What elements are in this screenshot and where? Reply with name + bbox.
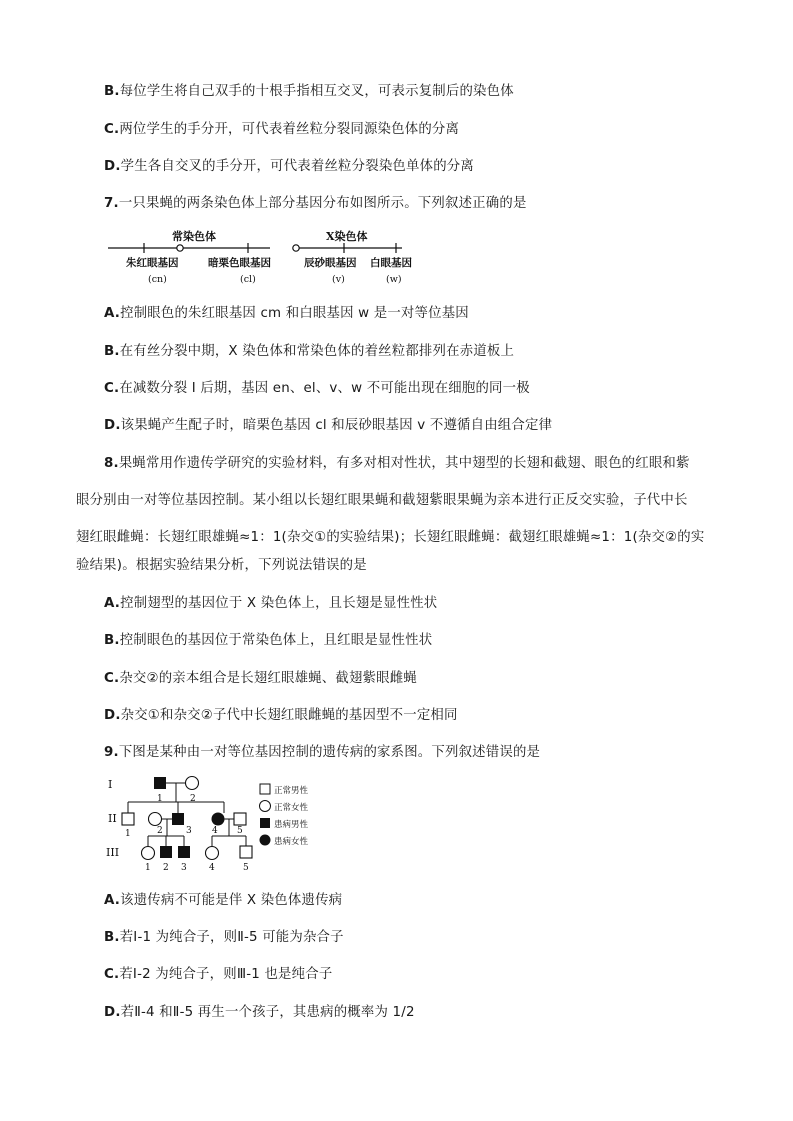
svg-text:2: 2 xyxy=(157,826,163,836)
legend-normal-female-icon xyxy=(260,801,271,812)
gene-w-name: 白眼基因 xyxy=(370,257,412,269)
question-9-stem: 9.下图是某种由一对等位基因控制的遗传病的家系图。下列叙述错误的是 xyxy=(104,745,541,760)
generation-label-I: I xyxy=(108,778,113,791)
gen1-1-affected-male xyxy=(154,777,166,789)
gene-v-symbol: (v) xyxy=(332,274,345,285)
option-7d: D.该果蝇产生配子时，暗栗色基因 cl 和辰砂眼基因 v 不遵循自由组合定律 xyxy=(104,418,553,433)
legend-affected-female-icon xyxy=(260,835,271,846)
svg-text:1: 1 xyxy=(145,863,151,873)
svg-text:4: 4 xyxy=(212,826,218,836)
svg-text:5: 5 xyxy=(237,826,243,836)
x-chromosome-title: X染色体 xyxy=(326,230,368,243)
option-8a: A.控制翅型的基因位于 X 染色体上，且长翅是显性性状 xyxy=(104,596,438,611)
question-8-stem-line-1: 8.果蝇常用作遗传学研究的实验材料，有多对相对性状，其中翅型的长翅和截翅、眼色的红眼和紫 xyxy=(104,456,690,471)
svg-text:5: 5 xyxy=(243,863,249,873)
gen3-2-affected-male xyxy=(160,846,172,858)
option-6b: B.每位学生将自己双手的十根手指相互交叉，可表示复制后的染色体 xyxy=(104,84,514,99)
option-7a: A.控制眼色的朱红眼基因 cm 和白眼基因 w 是一对等位基因 xyxy=(104,306,469,321)
legend-normal-male-icon xyxy=(260,784,270,794)
gene-v-name: 辰砂眼基因 xyxy=(304,257,357,269)
legend-normal-male: 正常男性 xyxy=(274,786,309,796)
option-6d: D.学生各自交叉的手分开，可代表着丝粒分裂染色单体的分离 xyxy=(104,159,474,174)
chromosome-gene-figure xyxy=(100,226,430,288)
gene-cl-name: 暗栗色眼基因 xyxy=(208,257,271,269)
svg-text:3: 3 xyxy=(186,826,192,836)
gen3-5-normal-male xyxy=(240,846,252,858)
gen1-2-normal-female xyxy=(186,777,199,790)
autosome-centromere xyxy=(177,245,183,251)
question-8-stem-line-2: 眼分别由一对等位基因控制。某小组以长翅红眼果蝇和截翅紫眼果蝇为亲本进行正反交实验，子代中长 xyxy=(76,493,688,508)
question-8-stem-line-4: 验结果)。根据实验结果分析，下列说法错误的是 xyxy=(76,558,367,573)
legend-affected-male-icon xyxy=(260,818,270,828)
gen3-4-normal-female xyxy=(206,847,219,860)
gen2-1-normal-male xyxy=(122,813,134,825)
gene-cn-symbol: (cn) xyxy=(148,274,167,285)
question-7-stem: 7.一只果蝇的两条染色体上部分基因分布如图所示。下列叙述正确的是 xyxy=(104,196,527,211)
option-7b: B.在有丝分裂中期，X 染色体和常染色体的着丝粒都排列在赤道板上 xyxy=(104,344,515,359)
option-6c: C.两位学生的手分开，可代表着丝粒分裂同源染色体的分离 xyxy=(104,122,460,137)
question-8-stem-line-3: 翅红眼雌蝇：长翅红眼雄蝇≈1：1(杂交①的实验结果)；长翅红眼雌蝇：截翅红眼雄蝇≈1：1(杂交②的实 xyxy=(76,530,705,545)
legend-affected-female: 患病女性 xyxy=(274,837,309,847)
option-9c: C.若Ⅰ-2 为纯合子，则Ⅲ-1 也是纯合子 xyxy=(104,967,333,982)
svg-text:2: 2 xyxy=(190,794,196,804)
svg-text:2: 2 xyxy=(163,863,169,873)
option-9a: A.该遗传病不可能是伴 X 染色体遗传病 xyxy=(104,893,343,908)
option-7c: C.在减数分裂 I 后期，基因 en、el、v、w 不可能出现在细胞的同一极 xyxy=(104,381,530,396)
generation-label-II: II xyxy=(108,812,117,825)
pedigree-chart xyxy=(100,770,330,874)
gen2-2-normal-female xyxy=(149,813,162,826)
autosome-title: 常染色体 xyxy=(172,230,216,243)
x-centromere xyxy=(293,245,299,251)
generation-label-III: III xyxy=(106,846,120,859)
option-9b: B.若Ⅰ-1 为纯合子，则Ⅱ-5 可能为杂合子 xyxy=(104,930,344,945)
gen2-4-affected-female xyxy=(212,813,225,826)
gene-w-symbol: (w) xyxy=(386,274,402,285)
svg-text:1: 1 xyxy=(125,829,131,839)
option-8d: D.杂交①和杂交②子代中长翅红眼雌蝇的基因型不一定相同 xyxy=(104,708,458,723)
gen2-5-normal-male xyxy=(234,813,246,825)
option-8c: C.杂交②的亲本组合是长翅红眼雄蝇、截翅紫眼雌蝇 xyxy=(104,671,417,686)
svg-text:4: 4 xyxy=(209,863,215,873)
option-8b: B.控制眼色的基因位于常染色体上，且红眼是显性性状 xyxy=(104,633,433,648)
gene-cn-name: 朱红眼基因 xyxy=(126,257,179,269)
gen2-3-affected-male xyxy=(172,813,184,825)
legend-affected-male: 患病男性 xyxy=(274,820,309,830)
legend-normal-female: 正常女性 xyxy=(274,803,309,813)
gen3-3-affected-male xyxy=(178,846,190,858)
gene-cl-symbol: (cl) xyxy=(240,274,256,285)
svg-text:3: 3 xyxy=(181,863,187,873)
svg-text:1: 1 xyxy=(157,794,163,804)
option-9d: D.若Ⅱ-4 和Ⅱ-5 再生一个孩子，其患病的概率为 1/2 xyxy=(104,1005,415,1020)
gen3-1-normal-female xyxy=(142,847,155,860)
